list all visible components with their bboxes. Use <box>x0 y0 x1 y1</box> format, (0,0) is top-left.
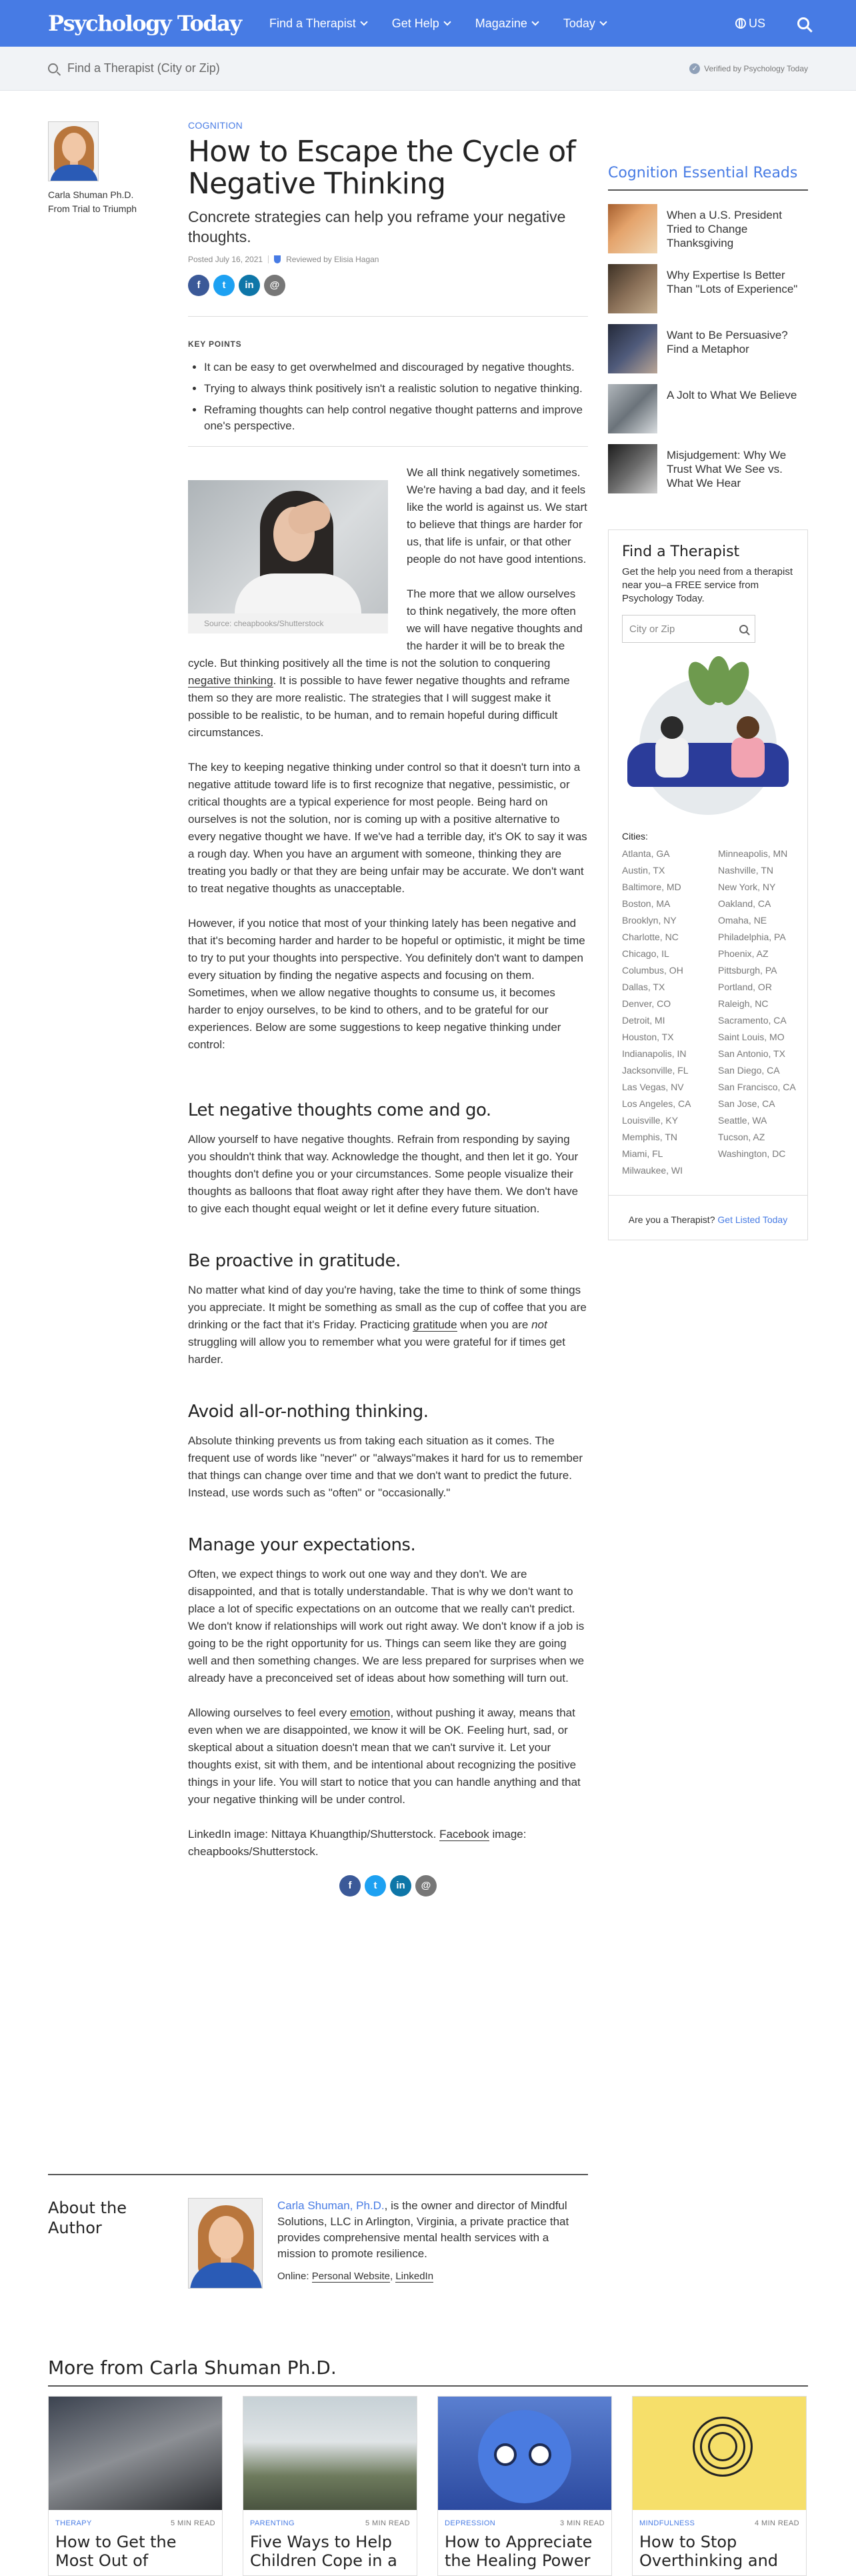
city-link[interactable]: Memphis, TN <box>622 1132 677 1142</box>
city-link[interactable]: Sacramento, CA <box>718 1015 787 1026</box>
essential-read-item[interactable] <box>608 384 808 433</box>
sidebar <box>608 164 808 1240</box>
bio-text: , is the owner and director of Mindful Solutions, LLC in Arlington, Virginia, a private practice that provides comprehensive mental health services with a mission to promote resilience. <box>277 2199 569 2260</box>
twitter-share-button[interactable]: t <box>213 275 235 296</box>
essential-reads-title: Cognition Essential Reads <box>608 164 808 191</box>
nav-find-therapist[interactable] <box>269 17 367 31</box>
related-card[interactable] <box>48 2396 223 2576</box>
paragraph: Often, we expect things to work out one way and they don't. We are disappointed, and that is totally understandable. That is why we don't want to place a lot of specific expectations on an outcome that we really can't predict. We don't know if relationships will work out right away. We don't know if a job is going to be the right opportunity for us. Things can seem like they are going well and then something changes. We are less prepared for surprises when we already have a preconceived set of ideas about how something will turn out. <box>188 1568 585 1684</box>
find-therapist-box <box>608 529 808 1240</box>
cta-text: Are you a Therapist? <box>628 1214 718 1225</box>
card-category: PARENTING <box>250 2519 295 2527</box>
author-name-link[interactable]: Carla Shuman, Ph.D. <box>277 2199 385 2212</box>
chevron-down-icon <box>443 18 451 25</box>
about-author <box>48 2174 588 2282</box>
related-card[interactable] <box>632 2396 807 2576</box>
thumbnail <box>608 264 657 313</box>
essential-read-title: A Jolt to What We Believe <box>667 389 797 401</box>
city-link[interactable]: Milwaukee, WI <box>622 1165 683 1176</box>
linkedin-share-button[interactable]: in <box>239 275 260 296</box>
author-byline <box>48 121 168 216</box>
article-body <box>188 464 588 1860</box>
shield-icon <box>274 255 281 263</box>
more-from-author <box>48 2357 808 2576</box>
city-link[interactable]: Omaha, NE <box>718 915 767 926</box>
related-card[interactable] <box>437 2396 612 2576</box>
text: . It is possible to have fewer negative thoughts and reframe them so they are more realistic. The strategies that I will suggest make it possible to be realistic, to be human, and to remain hopeful during difficult circumstances. <box>188 674 570 739</box>
city-link[interactable]: Miami, FL <box>622 1148 663 1159</box>
city-link[interactable]: Louisville, KY <box>622 1115 679 1126</box>
key-points-title: KEY POINTS <box>188 339 242 349</box>
city-link[interactable]: Philadelphia, PA <box>718 932 786 942</box>
city-link[interactable]: Minneapolis, MN <box>718 848 788 859</box>
nav-label: Magazine <box>475 16 527 30</box>
related-cards <box>48 2396 808 2576</box>
city-link[interactable]: Nashville, TN <box>718 865 773 876</box>
input-placeholder: City or Zip <box>629 623 675 635</box>
negative-thinking-link[interactable]: negative thinking <box>188 674 273 687</box>
email-share-button[interactable]: @ <box>415 1875 437 1896</box>
city-link[interactable]: Phoenix, AZ <box>718 948 769 959</box>
top-nav-bar <box>0 0 856 47</box>
section-heading: Let negative thoughts come and go. <box>188 1100 491 1120</box>
city-link[interactable]: Denver, CO <box>622 998 671 1009</box>
read-time: 5 MIN READ <box>171 2519 215 2527</box>
divider <box>188 446 588 447</box>
city-link[interactable]: Houston, TX <box>622 1032 674 1042</box>
city-link[interactable]: New York, NY <box>718 882 776 892</box>
author-bio <box>277 2198 584 2285</box>
article <box>188 120 588 1896</box>
cities-title: Cities: <box>622 831 648 842</box>
text: No matter what kind of day you're having, take the time to think of some things you appreciate. It might be something as small as the cup of coffee that you are drinking or the fact that it's Friday. Practicing <box>188 1284 587 1331</box>
nav-label: Today <box>563 16 595 30</box>
share-buttons-bottom <box>188 1875 588 1896</box>
paragraph: However, if you notice that most of your thinking lately has been negative and that it's becoming harder and harder to be hopeful or optimistic, it might be time to try to put your thoughts into perspective. You definitely don't want to dampen every situation by finding the negative aspects and focusing on them. Sometimes, when we allow negative thoughts to consume us, it becomes harder to enjoy ourselves, to be kind to others, and to be grateful for our experiences. Below are some suggestions to keep negative thinking under control: <box>188 917 585 1051</box>
city-zip-input[interactable] <box>622 615 755 643</box>
city-link[interactable]: Las Vegas, NV <box>622 1082 684 1092</box>
paragraph <box>188 1704 588 1808</box>
essential-read-item[interactable] <box>608 324 808 373</box>
image-caption: Source: cheapbooks/Shutterstock <box>188 613 388 633</box>
city-link[interactable]: San Francisco, CA <box>718 1082 796 1092</box>
card-title: Five Ways to Help Children Cope in a <box>250 2533 397 2570</box>
city-link[interactable]: San Jose, CA <box>718 1098 775 1109</box>
section-heading: Manage your expectations. <box>188 1535 416 1555</box>
nav-today[interactable] <box>563 17 606 31</box>
essential-read-title: When a U.S. President Tried to Change Thanksgiving <box>667 209 782 249</box>
region-selector[interactable] <box>735 17 765 31</box>
article-image <box>188 480 388 633</box>
region-label: US <box>748 16 765 30</box>
city-link[interactable]: Dallas, TX <box>622 982 665 992</box>
card-title: How to Stop Overthinking and <box>639 2533 779 2570</box>
main-nav <box>269 0 631 47</box>
search-icon[interactable] <box>739 625 748 633</box>
verified-badge <box>689 47 808 91</box>
globe-icon <box>735 18 746 29</box>
text: Allowing ourselves to feel every <box>188 1706 350 1719</box>
paragraph: The key to keeping negative thinking under control so that it doesn't turn into a negative attitude toward life is to first recognize that negative, pessimistic, or critical thoughts are a typical experience for most people. Being hard on ourselves is not the solution, nor is coming up with a positive alternative to every negative thought we have. If we've had a terrible day, it's OK to say it was a rough day. When you have an argument with someone, thinking they are treating you badly or that they are being unfair may be accurate. We don't want to treat negative thoughts as unacceptable. <box>188 761 587 895</box>
reviewed-by[interactable]: Reviewed by Elisia Hagan <box>286 255 379 264</box>
city-link[interactable]: Baltimore, MD <box>622 882 681 892</box>
essential-read-title: Why Expertise Is Better Than "Lots of Experience" <box>667 269 798 295</box>
paragraph: Absolute thinking prevents us from taking each situation as it comes. The frequent use of words like "never" or "always"makes it hard for us to remember that things can change over time and that we don't want to predict the future. Instead, use words such as "often" or "occasionally." <box>188 1434 583 1499</box>
about-title: About the Author <box>48 2199 127 2237</box>
author-name[interactable]: Carla Shuman Ph.D. <box>48 189 134 200</box>
article-photo <box>188 480 388 613</box>
card-image <box>49 2397 222 2510</box>
cities-grid <box>622 846 794 1179</box>
essential-read-title: Misjudgement: Why We Trust What We See vs. What We Hear <box>667 449 787 489</box>
city-link[interactable]: Seattle, WA <box>718 1115 767 1126</box>
city-link[interactable]: Saint Louis, MO <box>718 1032 785 1042</box>
card-title: How to Get the Most Out of <box>55 2533 177 2570</box>
personal-website-link[interactable]: Personal Website <box>311 2271 390 2282</box>
card-image <box>438 2397 611 2510</box>
find-therapist-title: Find a Therapist <box>622 543 740 560</box>
chevron-down-icon <box>599 18 607 25</box>
city-link[interactable]: San Diego, CA <box>718 1065 780 1076</box>
chevron-down-icon <box>531 18 539 25</box>
search-placeholder: Find a Therapist (City or Zip) <box>67 61 220 75</box>
city-link[interactable]: Washington, DC <box>718 1148 786 1159</box>
posted-date: Posted July 16, 2021 <box>188 255 263 264</box>
nav-label: Get Help <box>391 16 439 30</box>
article-category[interactable]: COGNITION <box>188 120 243 131</box>
section-heading: Avoid all-or-nothing thinking. <box>188 1402 429 1422</box>
image-credits <box>188 1826 588 1860</box>
facebook-share-button[interactable]: f <box>188 275 209 296</box>
nav-label: Find a Therapist <box>269 16 356 30</box>
thumbnail <box>608 324 657 373</box>
city-link[interactable]: Boston, MA <box>622 898 671 909</box>
city-link[interactable]: Tucson, AZ <box>718 1132 765 1142</box>
article-subtitle: Concrete strategies can help you reframe your negative thoughts. <box>188 208 566 245</box>
verified-label: Verified by Psychology Today <box>704 64 808 73</box>
search-icon[interactable] <box>797 17 809 29</box>
city-link[interactable]: Charlotte, NC <box>622 932 679 942</box>
card-category: DEPRESSION <box>445 2519 496 2527</box>
essential-read-title: Want to Be Persuasive? Find a Metaphor <box>667 329 788 355</box>
author-avatar[interactable] <box>48 121 99 181</box>
facebook-share-button[interactable]: f <box>339 1875 361 1896</box>
online-label: Online: <box>277 2271 312 2282</box>
author-links: Online: Personal Website, LinkedIn <box>277 2271 434 2282</box>
text: The more that we allow ourselves to think negatively, the more often we will have negative thoughts and the harder it will be to break the cycle. But thinking positively all the time is not the solution to conquering <box>188 587 583 670</box>
facebook-link[interactable]: Facebook <box>439 1828 489 1840</box>
essential-read-item[interactable] <box>608 204 808 253</box>
city-link[interactable]: Detroit, MI <box>622 1015 665 1026</box>
paragraph: We all think negatively sometimes. We're having a bad day, and it feels like the world is against us. We start to believe that things are harder for us, that life is unfair, or that other people do not have good intentions. <box>407 466 587 565</box>
header-actions <box>735 0 809 47</box>
chevron-down-icon <box>360 18 367 25</box>
therapist-search-input[interactable] <box>48 61 220 75</box>
read-time: 4 MIN READ <box>755 2519 799 2527</box>
text: when you are <box>457 1318 532 1331</box>
gratitude-link[interactable]: gratitude <box>413 1318 457 1331</box>
city-link[interactable]: Los Angeles, CA <box>622 1098 691 1109</box>
text: image: cheapbooks/Shutterstock. <box>188 1828 527 1858</box>
city-link[interactable]: Portland, OR <box>718 982 772 992</box>
city-link[interactable]: Raleigh, NC <box>718 998 769 1009</box>
city-link[interactable]: San Antonio, TX <box>718 1048 785 1059</box>
card-category: MINDFULNESS <box>639 2519 695 2527</box>
card-image <box>633 2397 806 2510</box>
check-icon: ✓ <box>689 63 700 74</box>
thumbnail <box>608 444 657 493</box>
read-time: 5 MIN READ <box>365 2519 410 2527</box>
twitter-share-button[interactable]: t <box>365 1875 386 1896</box>
city-link[interactable]: Atlanta, GA <box>622 848 670 859</box>
thumbnail <box>608 204 657 253</box>
emphasis: not <box>531 1318 547 1331</box>
therapist-search-bar <box>0 47 856 91</box>
city-link[interactable]: Indianapolis, IN <box>622 1048 687 1059</box>
city-link[interactable]: Oakland, CA <box>718 898 771 909</box>
linkedin-share-button[interactable]: in <box>390 1875 411 1896</box>
search-icon <box>48 63 58 73</box>
card-image <box>243 2397 417 2510</box>
read-time: 3 MIN READ <box>560 2519 605 2527</box>
key-points-list <box>188 359 588 434</box>
article-meta <box>188 255 588 264</box>
city-link[interactable]: Chicago, IL <box>622 948 669 959</box>
city-link[interactable]: Jacksonville, FL <box>622 1065 689 1076</box>
city-link[interactable]: Austin, TX <box>622 865 665 876</box>
article-title: How to Escape the Cycle of Negative Thinking <box>188 135 576 201</box>
find-therapist-desc: Get the help you need from a therapist near you–a FREE service from Psychology Today. <box>622 566 793 604</box>
key-point: • Trying to always think positively isn't a realistic solution to negative thinking. <box>204 381 588 397</box>
text: , without pushing it away, means that even when we are disappointed, we know it will be OK. Feeling hurt, sad, or skeptical about a situation doesn't mean that we can't survive it. Let your thoughts exist, sit with them, and be intentional about recognizing the positive things in your life. You will start to notice that you can handle anything and that your negative thinking will be under control. <box>188 1706 581 1806</box>
section-heading: Be proactive in gratitude. <box>188 1251 401 1271</box>
thumbnail <box>608 384 657 433</box>
therapy-illustration <box>625 660 791 814</box>
linkedin-link[interactable]: LinkedIn <box>395 2271 434 2282</box>
city-link[interactable]: Pittsburgh, PA <box>718 965 777 976</box>
site-logo[interactable]: Psychology Today <box>48 11 241 36</box>
therapist-cta <box>609 1195 807 1226</box>
email-share-button[interactable]: @ <box>264 275 285 296</box>
emotion-link[interactable]: emotion <box>349 1706 391 1719</box>
essential-reads-list <box>608 204 808 493</box>
paragraph <box>188 1282 588 1368</box>
essential-read-item[interactable] <box>608 264 808 313</box>
blog-name[interactable]: From Trial to Triumph <box>48 203 137 214</box>
more-title: More from Carla Shuman Ph.D. <box>48 2357 808 2387</box>
get-listed-link[interactable]: Get Listed Today <box>717 1214 788 1225</box>
paragraph: Allow yourself to have negative thoughts. Refrain from responding by saying you shouldn't think that way. Acknowledge the thought, and then let it go. Your thoughts don't define you or your circumstances. Some people visualize their thoughts as balloons that float away right after they have them. We don't have to give each thought equal weight or let it define every future situation. <box>188 1133 579 1215</box>
text: LinkedIn image: Nittaya Khuangthip/Shutterstock. <box>188 1828 440 1840</box>
city-link[interactable]: Columbus, OH <box>622 965 683 976</box>
card-category: THERAPY <box>55 2519 92 2527</box>
related-card[interactable] <box>243 2396 417 2576</box>
share-buttons-top <box>188 275 588 296</box>
divider <box>268 255 269 263</box>
text: struggling will allow you to remember what you were grateful for if times get harder. <box>188 1336 565 1366</box>
card-title: How to Appreciate the Healing Power <box>445 2533 593 2570</box>
city-link[interactable]: Brooklyn, NY <box>622 915 677 926</box>
nav-magazine[interactable] <box>475 17 538 31</box>
essential-read-item[interactable] <box>608 444 808 493</box>
key-point: • Reframing thoughts can help control negative thought patterns and improve one's perspective. <box>204 402 588 434</box>
author-photo[interactable] <box>188 2198 263 2289</box>
key-point: • It can be easy to get overwhelmed and discouraged by negative thoughts. <box>204 359 588 375</box>
city-link <box>718 1162 798 1179</box>
nav-get-help[interactable] <box>392 17 450 31</box>
divider <box>188 316 588 317</box>
